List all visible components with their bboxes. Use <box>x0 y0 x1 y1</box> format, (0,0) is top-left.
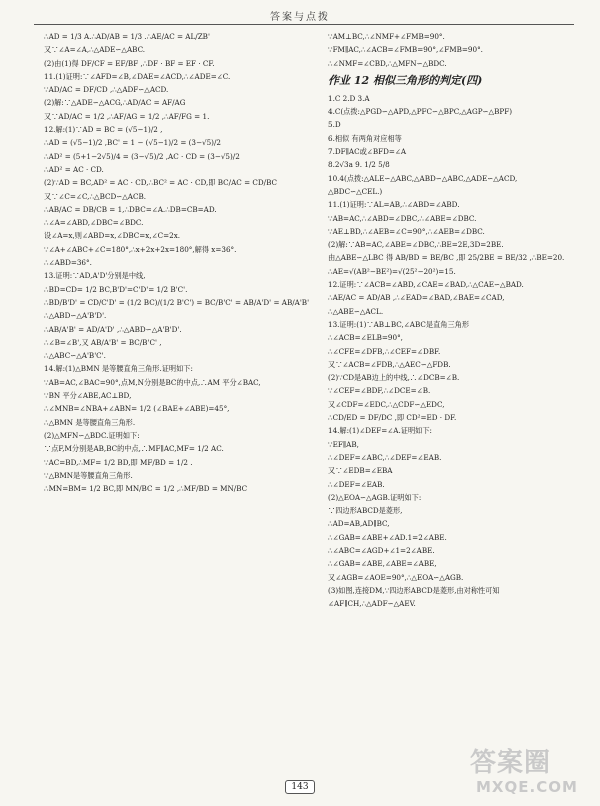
answer-line: ∴MN=BM= 1/2 BC,即 MN/BC = 1/2 ,∴MF/BD = MN/BC <box>44 484 248 494</box>
right-main-block <box>328 92 590 611</box>
header-rule <box>34 24 574 25</box>
left-column <box>44 30 314 495</box>
answer-line: ∴CD/ED = DF/DC ,即 CD²=ED · DF. <box>328 413 457 423</box>
answer-line: 12.证明:∵∠ACB=∠ABD,∠CAE=∠BAD,∴△CAE∽△BAD. <box>328 280 524 290</box>
answer-line: ∴AE=√(AB²−BE²)=√(25²−20²)=15. <box>328 266 456 276</box>
answer-line: ∴AD² = (5+1−2√5)/4 = (3−√5)/2 ,AC · CD = (3−√5)/2 <box>44 151 240 161</box>
answer-line: ∴∠NMF=∠CBD,∴△MFN∽△BDC. <box>328 58 447 68</box>
answer-line: ∵AB=AC,∴∠ABD=∠DBC,∴∠ABE=∠DBC. <box>328 213 477 223</box>
answer-line: ∴∠B=∠B',又 AB/A'B' = BC/B'C' , <box>44 337 162 347</box>
answer-line: ∴△ABD∽△A'B'D'. <box>44 311 107 321</box>
answer-line: ∵FM∥AC,∴∠ACB=∠FMB=90°,∠FMB=90°. <box>328 45 483 55</box>
answer-line: (2)∵AD = BC,AD² = AC · CD,∴BC² = AC · CD,即 BC/AC = CD/BC <box>44 178 277 188</box>
answer-line: ∵∠A+∠ABC+∠C=180°,∴x+2x+2x=180°,解得 x=36°. <box>44 244 237 254</box>
answer-line: 又∵AD/AC = 1/2 ,∴AF/AG = 1/2 ,∴AF/FG = 1. <box>44 111 210 121</box>
answer-line: ∵AD/AC = DF/CD ,∴△ADF∽△ACD. <box>44 85 169 95</box>
answer-line: ∴AB/A'B' = AD/A'D' ,∴△ABD∽△A'B'D'. <box>44 324 182 334</box>
answer-line: 11.(1)证明:∵AL=AB,∴∠ABD=∠ABD. <box>328 200 460 210</box>
answer-line: ∵AM⊥BC,∴∠NMF+∠FMB=90°. <box>328 32 445 41</box>
answer-line: ∴AE/AC = AD/AB ,∴∠EAD=∠BAD,∠BAE=∠CAD, <box>328 293 505 303</box>
answer-line: 13.证明:(1)∵AB⊥BC,∠ABC是直角三角形 <box>328 319 470 329</box>
section-title: 作业 12 相似三角形的判定(四) <box>328 73 483 87</box>
answer-line: 10.4(点拨:△ALE∽△ABC,△ABD∽△ABC,△ADE∽△ACD, <box>328 173 518 183</box>
answer-line: ∵AC=BD,∴MF= 1/2 BD,即 MF/BD = 1/2 . <box>44 457 193 467</box>
answer-line: 6.相似 有两角对应相等 <box>328 133 402 143</box>
answer-line: ∴AB/AC = DB/CB = 1,∴DBC=∠A.∴DB=CB=AD. <box>44 204 217 214</box>
answer-line: ∴∠CFE=∠DFB,∴∠CEF=∠DBF. <box>328 346 441 356</box>
answer-line: (2)△EOA∽△AGB.证明如下: <box>328 492 422 502</box>
watermark-logo <box>470 748 600 806</box>
answer-line: ∴BD=CD= 1/2 BC,B'D'=C'D'= 1/2 B'C'. <box>44 284 188 294</box>
answer-line: (2)∵CD是AB边上的中线,∴∠DCB=∠B. <box>328 373 460 383</box>
answer-line: ∵BN 平分∠ABE,AC⊥BD, <box>44 391 132 401</box>
answer-line: 14.解:(1)∠DEF=∠A.证明如下: <box>328 426 432 436</box>
answer-line: ∴∠GAB=∠ABE,∠ABE=∠ABE, <box>328 559 437 569</box>
answer-line: ∴△ABE∽△ACL. <box>328 306 384 316</box>
answer-line: ∴AD = 1/3 A.∴AD/AB = 1/3 .∴AE/AC = AL/ZB' <box>44 32 210 41</box>
answer-line: (2)解:∵AB=AC,∠ABE=∠DBC,∴BE=2E,3D=2BE. <box>328 240 504 250</box>
answer-line: ∵AB=AC,∠BAC=90°,点M,N分别是BC的中点,∴AM 平分∠BAC, <box>44 377 261 387</box>
answer-line: 又∵∠C=∠C,∴△BCD∽△ACB. <box>44 191 147 201</box>
right-pre-block <box>328 30 590 70</box>
answer-line: ∵AE⊥BD,∴∠AEB=∠C=90°,∴∠AEB=∠DBC. <box>328 226 485 236</box>
answer-line: ∴∠MNB=∠NBA+∠ABN= 1/2 (∠BAE+∠ABE)=45°, <box>44 404 230 414</box>
answer-line: (2)△MFN∽△BDC.证明如下: <box>44 430 140 440</box>
answer-line: 又∵∠A=∠A,∴△ADE∽△ABC. <box>44 45 146 55</box>
answer-line: 14.解:(1)△BMN 是等腰直角三角形.证明如下: <box>44 364 193 374</box>
answer-line: ∴△ABC∽△A'B'C'. <box>44 351 106 361</box>
answer-line: 由△ABE∽△LBC 得 AB/BD = BE/BC ,即 25/2BE = BE/32 ,∴BE=20. <box>328 253 565 263</box>
answer-line: 1.C 2.D 3.A <box>328 93 370 103</box>
answer-line: 设∠A=x,则∠ABD=x,∠DBC=x,∠C=2x. <box>44 231 181 241</box>
answer-line: ∵点F,M分别是AB,BC的中点,∴MF∥AC,MF= 1/2 AC. <box>44 444 224 454</box>
answer-line: ∴∠ACB=∠ELB=90°, <box>328 333 403 343</box>
answer-line: △BDC∽△CEL.) <box>328 186 383 196</box>
answer-line: 5.D <box>328 120 341 130</box>
answer-line: ∵四边形ABCD是菱形, <box>328 506 403 516</box>
answer-line: 8.2√3a 9. 1/2 5/8 <box>328 160 390 170</box>
page-header: 答案与点拨 <box>270 12 330 23</box>
answer-line: 4.C(点拨:△PGD∽△APD,△PFC∽△BPC,△AGP∽△BPF) <box>328 107 512 117</box>
answer-line: 又∵∠ACB=∠FDB,∴△AEC∽△FDB. <box>328 359 451 369</box>
answer-line: 又∵∠EDB=∠EBA <box>328 466 393 476</box>
answer-line: ∵△BMN是等腰直角三角形. <box>44 470 133 480</box>
answer-line: 又∠AGB=∠AOE=90°,∴△EOA∽△AGB. <box>328 572 464 582</box>
answer-line: ∠AF∥CH,∴△ADF∽△AEV. <box>328 599 416 609</box>
answer-line: ∴∠ABC=∠AGD+∠1=2∠ABE. <box>328 545 435 555</box>
answer-line: ∴AD=AB,AD∥BC, <box>328 519 390 529</box>
answer-line: 11.(1)证明:∵∠AFD=∠B,∠DAE=∠ACD,∴∠ADE=∠C. <box>44 71 231 81</box>
page-number-label: 143 <box>285 780 314 794</box>
answer-line: 13.证明:∵AD,A'D'分别是中线, <box>44 271 146 281</box>
answer-line: ∵∠CEF=∠BDF,∴∠DCE=∠B. <box>328 386 431 396</box>
answer-line: ∴AD = (√5−1)/2 ,BC' = 1 − (√5−1)/2 = (3−√5)/2 <box>44 138 221 148</box>
answer-line: ∴∠ABD=36°. <box>44 258 92 268</box>
answer-line: ∴∠DEF=∠EAB. <box>328 479 385 489</box>
watermark-sub: MXQE.COM <box>476 778 578 796</box>
answer-line: (2)解:∵△ADE∽△ACG,∴AD/AC = AF/AG <box>44 98 186 108</box>
answer-line: ∴BD/B'D' = CD/C'D' = (1/2 BC)/(1/2 B'C') = BC/B'C' = AB/A'D' = AB/A'B' <box>44 297 310 307</box>
answer-line: ∴△BMN 是等腰直角三角形. <box>44 417 136 427</box>
answer-line: (2)由(1)得 DF/CF = EF/BF ,∴DF · BF = EF · CF. <box>44 58 215 68</box>
answer-line: 又∠CDF=∠EDC,∴△CDF∽△EDC, <box>328 399 445 409</box>
answer-line: ∴∠A=∠ABD,∠DBC=∠BDC. <box>44 218 144 228</box>
answer-line: ∵EF∥AB, <box>328 439 359 449</box>
answer-line: (3)如图,连接DM,∵四边形ABCD是菱形,由对称性可知 <box>328 585 500 595</box>
answer-line: ∴∠GAB=∠ABE+∠AD.1=2∠ABE. <box>328 532 447 542</box>
answer-line: ∴∠DEF=∠ABC,∴∠DEF=∠EAB. <box>328 452 442 462</box>
right-column <box>328 30 590 610</box>
answer-line: ∴AD² = AC · CD. <box>44 164 104 174</box>
answer-line: 7.DF∥AC或∠BFD=∠A <box>328 147 407 157</box>
watermark-main: 答案圈 <box>470 748 552 778</box>
answer-line: 12.解:(1)∵AD = BC = (√5−1)/2 , <box>44 125 163 135</box>
